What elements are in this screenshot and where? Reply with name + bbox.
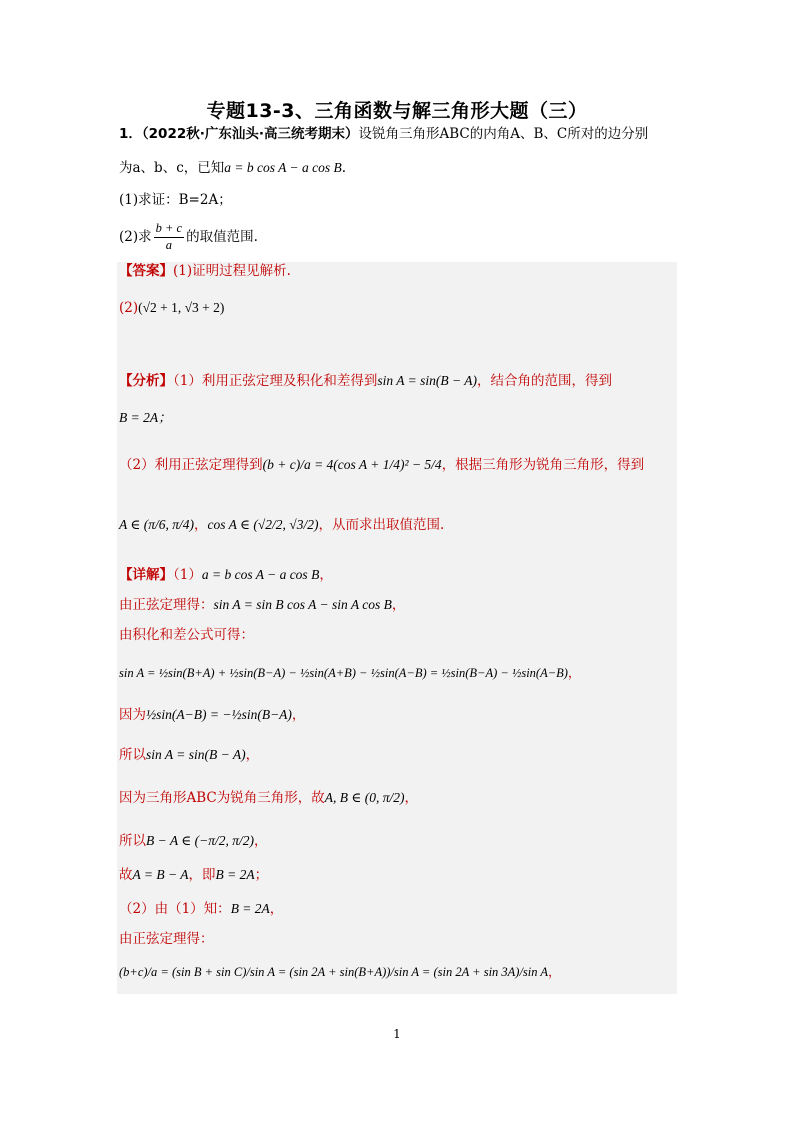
problem-part-2a: (2)求 <box>119 228 152 245</box>
detail-d2-math: sin A = sin B cos A − sin A cos B <box>213 597 392 612</box>
page-title: 专题13-3、三角函数与解三角形大题（三） <box>206 100 588 122</box>
detail-line-9 <box>119 868 268 883</box>
fraction-numerator: b + c <box>154 222 184 238</box>
detail-d4-math: sin A = ½sin(B+A) + ½sin(B−A) − ½sin(A+B) − ½sin(A−B) = ½sin(B−A) − ½sin(A−B) <box>119 666 568 680</box>
problem-line-1 <box>119 128 648 142</box>
problem-stem-2b: . <box>341 160 347 176</box>
problem-number: 1． <box>119 126 142 142</box>
analysis-l3b: ，根据三角形为锐角三角形，得到 <box>441 457 645 473</box>
detail-d7-math: A, B ∈ (0, π/2) <box>324 790 405 805</box>
answer-text-1: (1)证明过程见解析. <box>173 263 291 279</box>
detail-d6-math: sin A = sin(B − A) <box>146 747 246 762</box>
analysis-l1-math: sin A = sin(B − A) <box>377 373 477 388</box>
detail-d9c: ； <box>254 867 269 883</box>
analysis-line-1 <box>119 374 612 389</box>
detail-d12-math: (b+c)/a = (sin B + sin C)/sin A = (sin 2A + sin(B+A))/sin A = (sin 2A + sin 3A)/sin A <box>119 965 549 979</box>
problem-part-2 <box>119 222 258 253</box>
problem-source: （2022秋·广东汕头·高三统考期末） <box>141 126 359 142</box>
detail-d4b: ， <box>567 665 581 680</box>
detail-d1b: ， <box>319 567 333 583</box>
detail-d5a: 因为 <box>119 707 146 723</box>
problem-line-2 <box>119 161 346 176</box>
fraction-denominator: a <box>165 237 172 252</box>
detail-line-7 <box>119 791 418 806</box>
detail-d9-math-1: A = B − A <box>132 867 189 882</box>
page-number: 1 <box>393 1027 401 1041</box>
answer-label: 【答案】 <box>119 263 173 279</box>
detail-line-5 <box>119 708 305 723</box>
detail-d7b: ， <box>404 790 418 806</box>
detail-label: 【详解】 <box>119 567 173 583</box>
answer-text-2-prefix: (2) <box>119 300 139 316</box>
detail-line-8 <box>119 834 268 849</box>
problem-condition-math: a = b cos A − a cos B <box>224 160 342 175</box>
detail-line-2 <box>119 598 405 613</box>
analysis-line-2: B = 2A； <box>119 410 172 425</box>
detail-d9b: ，即 <box>188 867 216 883</box>
answer-range-math: (√2 + 1, √3 + 2) <box>138 300 225 315</box>
detail-line-3: 由积化和差公式可得： <box>119 627 254 643</box>
analysis-l1a: （1）利用正弦定理及积化和差得到 <box>173 373 378 389</box>
detail-d1a: （1） <box>173 567 202 583</box>
detail-line-4 <box>119 667 580 680</box>
problem-part-2b: 的取值范围. <box>186 228 258 245</box>
detail-d12b: ， <box>548 964 561 979</box>
detail-line-12 <box>119 966 561 979</box>
problem-part-1: (1)求证：B=2A； <box>119 192 232 208</box>
analysis-l1b: ，结合角的范围，得到 <box>476 373 612 389</box>
detail-d8-math: B − A ∈ (−π/2, π/2) <box>146 833 254 848</box>
analysis-label: 【分析】 <box>119 373 173 389</box>
detail-d2a: 由正弦定理得： <box>119 597 214 613</box>
detail-d10-math: B = 2A <box>230 901 270 916</box>
detail-line-6 <box>119 748 259 763</box>
analysis-line-3 <box>119 458 644 473</box>
detail-d9a: 故 <box>119 867 133 883</box>
detail-line-11: 由正弦定理得： <box>119 931 214 947</box>
analysis-l3-math: (b + c)/a = 4(cos A + 1/4)² − 5/4 <box>262 457 442 472</box>
detail-d10b: ， <box>269 901 284 917</box>
detail-d5b: ， <box>291 707 306 723</box>
analysis-l3a: （2）利用正弦定理得到 <box>119 457 263 473</box>
problem-stem-1: 设锐角三角形ABC的内角A、B、C所对的边分别 <box>358 126 649 142</box>
detail-d6a: 所以 <box>119 747 146 763</box>
detail-d9-math-2: B = 2A <box>215 867 255 882</box>
detail-d2b: ， <box>391 597 406 613</box>
detail-d8b: ， <box>254 833 268 849</box>
detail-d8a: 所以 <box>119 833 146 849</box>
analysis-l4-sep: ， <box>194 517 208 533</box>
detail-line-10 <box>119 902 283 917</box>
analysis-l4b: ，从而求出取值范围. <box>318 517 445 533</box>
detail-d7a: 因为三角形ABC为锐角三角形，故 <box>119 790 325 806</box>
detail-d10a: （2）由（1）知： <box>119 901 231 917</box>
problem-stem-2a: 为a、b、c，已知 <box>119 160 225 176</box>
analysis-line-4 <box>119 518 444 533</box>
answer-line-1 <box>119 265 291 279</box>
problem-fraction <box>154 222 184 253</box>
detail-d5-math: ½sin(A−B) = −½sin(B−A) <box>146 707 292 722</box>
answer-line-2 <box>119 301 224 316</box>
analysis-l4-math-a: A ∈ (π/6, π/4) <box>119 517 195 532</box>
detail-d1-math: a = b cos A − a cos B <box>201 567 320 582</box>
detail-d6b: ， <box>245 747 260 763</box>
analysis-l4-math-b: cos A ∈ (√2/2, √3/2) <box>207 517 319 532</box>
detail-line-1 <box>119 568 333 583</box>
